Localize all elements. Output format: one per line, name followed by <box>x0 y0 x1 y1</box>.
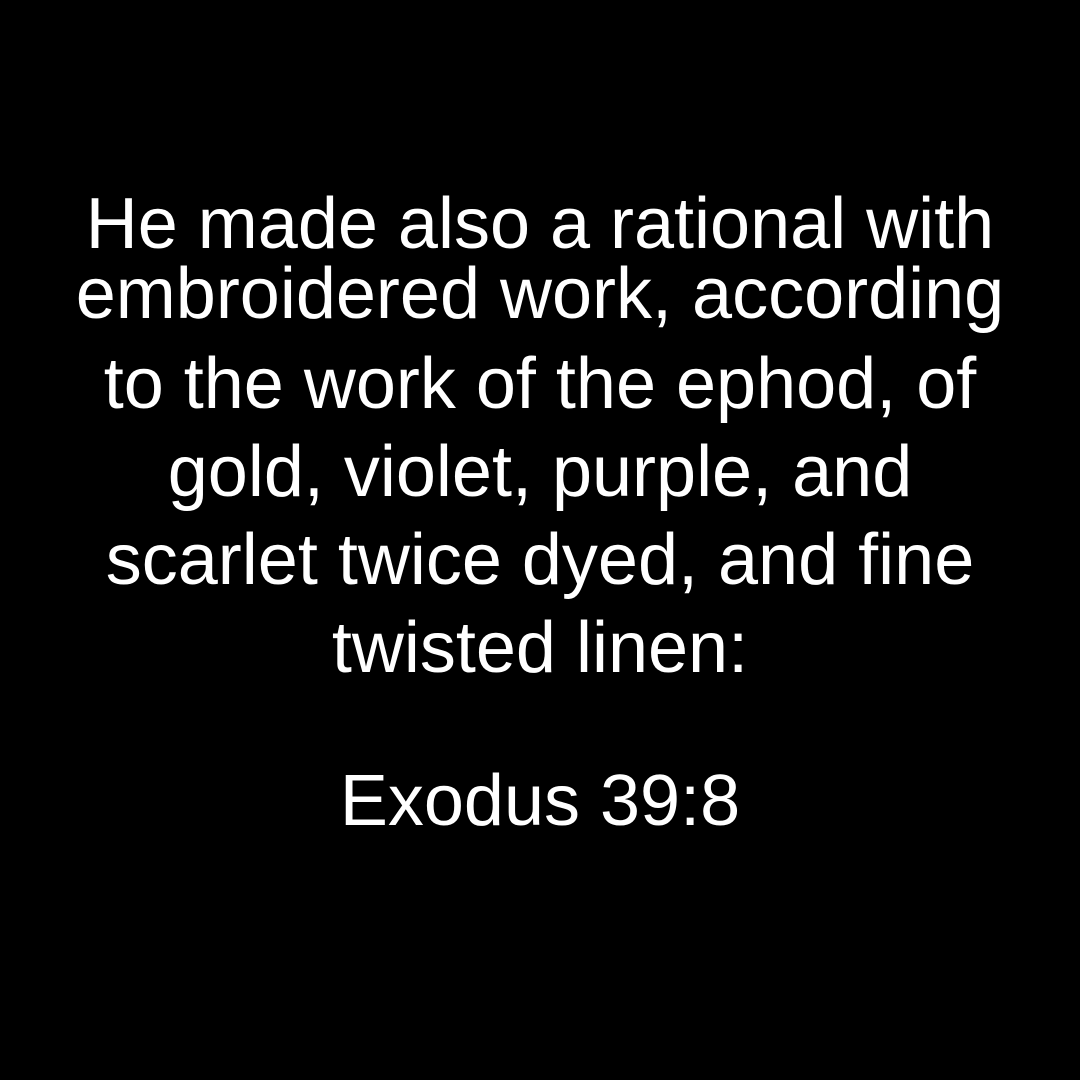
verse-line: to the work of the ephod, of <box>103 344 977 424</box>
verse-text <box>0 178 1080 686</box>
verse-line: embroidered work, according <box>75 254 1005 334</box>
verse-line: He made also a rational with <box>85 184 995 264</box>
verse-line: twisted linen: <box>331 608 749 688</box>
verse-line: scarlet twice dyed, and fine <box>105 520 975 600</box>
verse-reference: Exodus 39:8 <box>339 761 741 841</box>
verse-line: gold, violet, purple, and <box>167 432 913 512</box>
